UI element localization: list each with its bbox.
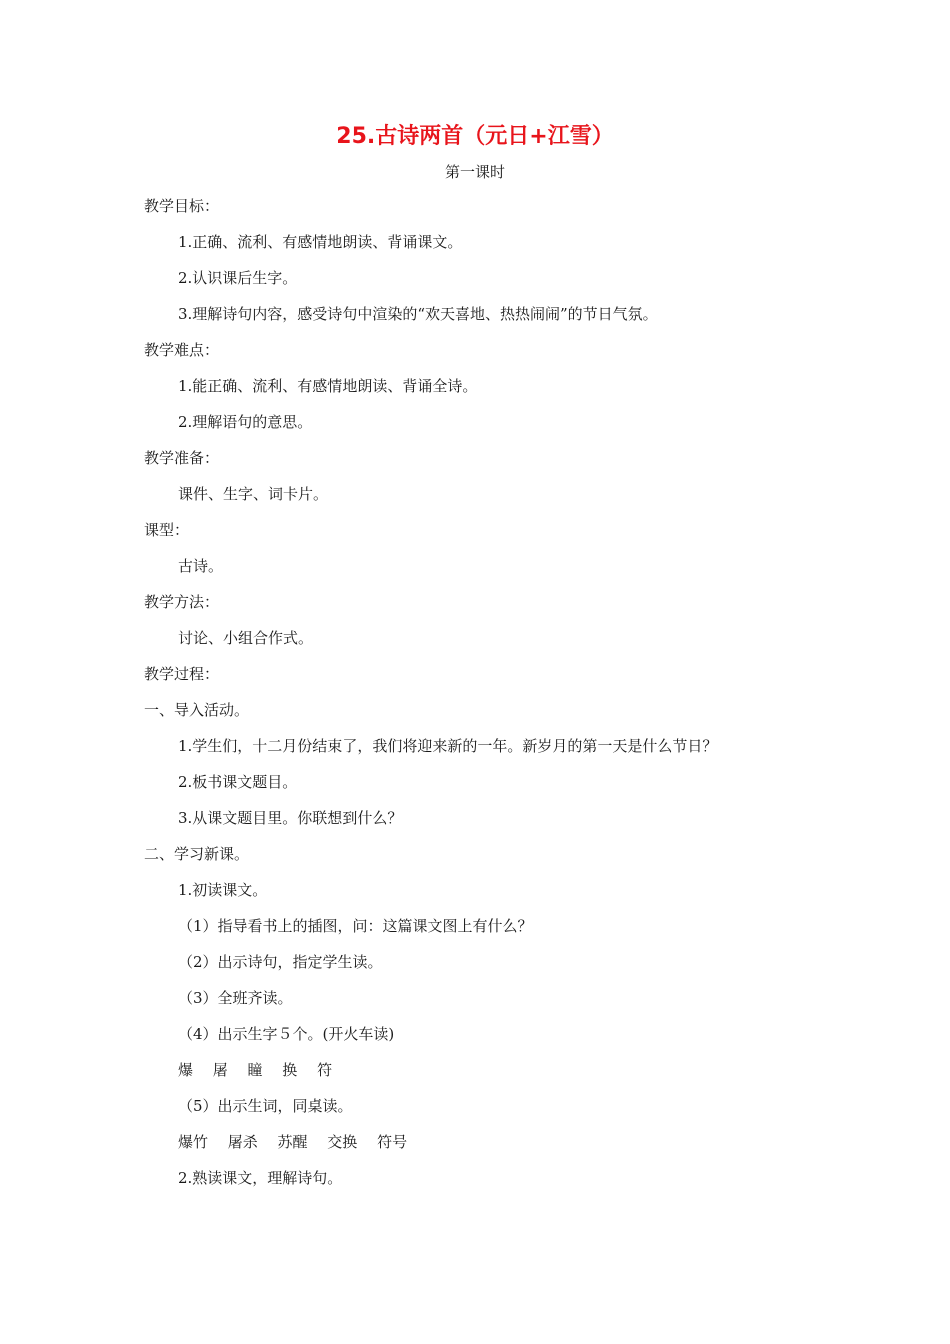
process-step-heading: 二、学习新课。 — [144, 845, 250, 863]
process-subitem: （1）指导看书上的插图，问：这篇课文图上有什么？ — [178, 917, 533, 935]
process-item: 2.板书课文题目。 — [178, 773, 298, 791]
difficulty-item: 2.理解语句的意思。 — [178, 413, 313, 431]
objective-item: 2.认识课后生字。 — [178, 269, 298, 287]
process-item: 1.学生们，十二月份结束了，我们将迎来新的一年。新岁月的第一天是什么节日？ — [178, 737, 718, 755]
section-heading-difficulties: 教学难点： — [144, 341, 220, 359]
process-subitem: （4）出示生字５个。(开火车读) — [178, 1025, 395, 1043]
lesson-title: 25.古诗两首（元日+江雪） — [336, 124, 614, 149]
lesson-type-text: 古诗。 — [178, 557, 224, 575]
process-subitem: （3）全班齐读。 — [178, 989, 293, 1007]
new-characters-list: 爆 屠 瞳 换 符 — [178, 1061, 333, 1079]
lesson-subtitle: 第一课时 — [444, 163, 505, 181]
process-item: 3.从课文题目里。你联想到什么？ — [178, 809, 403, 827]
method-text: 讨论、小组合作式。 — [178, 629, 314, 647]
process-subitem: （2）出示诗句，指定学生读。 — [178, 953, 383, 971]
preparation-text: 课件、生字、词卡片。 — [178, 485, 329, 503]
section-heading-objectives: 教学目标： — [144, 197, 220, 215]
section-heading-method: 教学方法： — [144, 593, 220, 611]
section-heading-preparation: 教学准备： — [144, 449, 220, 467]
process-step-heading: 一、导入活动。 — [144, 701, 250, 719]
objective-item: 3.理解诗句内容，感受诗句中渲染的“欢天喜地、热热闹闹”的节日气氛。 — [178, 305, 658, 323]
new-words-list: 爆竹 屠杀 苏醒 交换 符号 — [178, 1133, 408, 1151]
objective-item: 1.正确、流利、有感情地朗读、背诵课文。 — [178, 233, 463, 251]
process-item: 2.熟读课文，理解诗句。 — [178, 1169, 343, 1187]
section-heading-process: 教学过程： — [144, 665, 220, 683]
process-subitem: （5）出示生词，同桌读。 — [178, 1097, 353, 1115]
difficulty-item: 1.能正确、流利、有感情地朗读、背诵全诗。 — [178, 377, 478, 395]
process-item: 1.初读课文。 — [178, 881, 268, 899]
section-heading-lesson-type: 课型： — [144, 521, 190, 539]
